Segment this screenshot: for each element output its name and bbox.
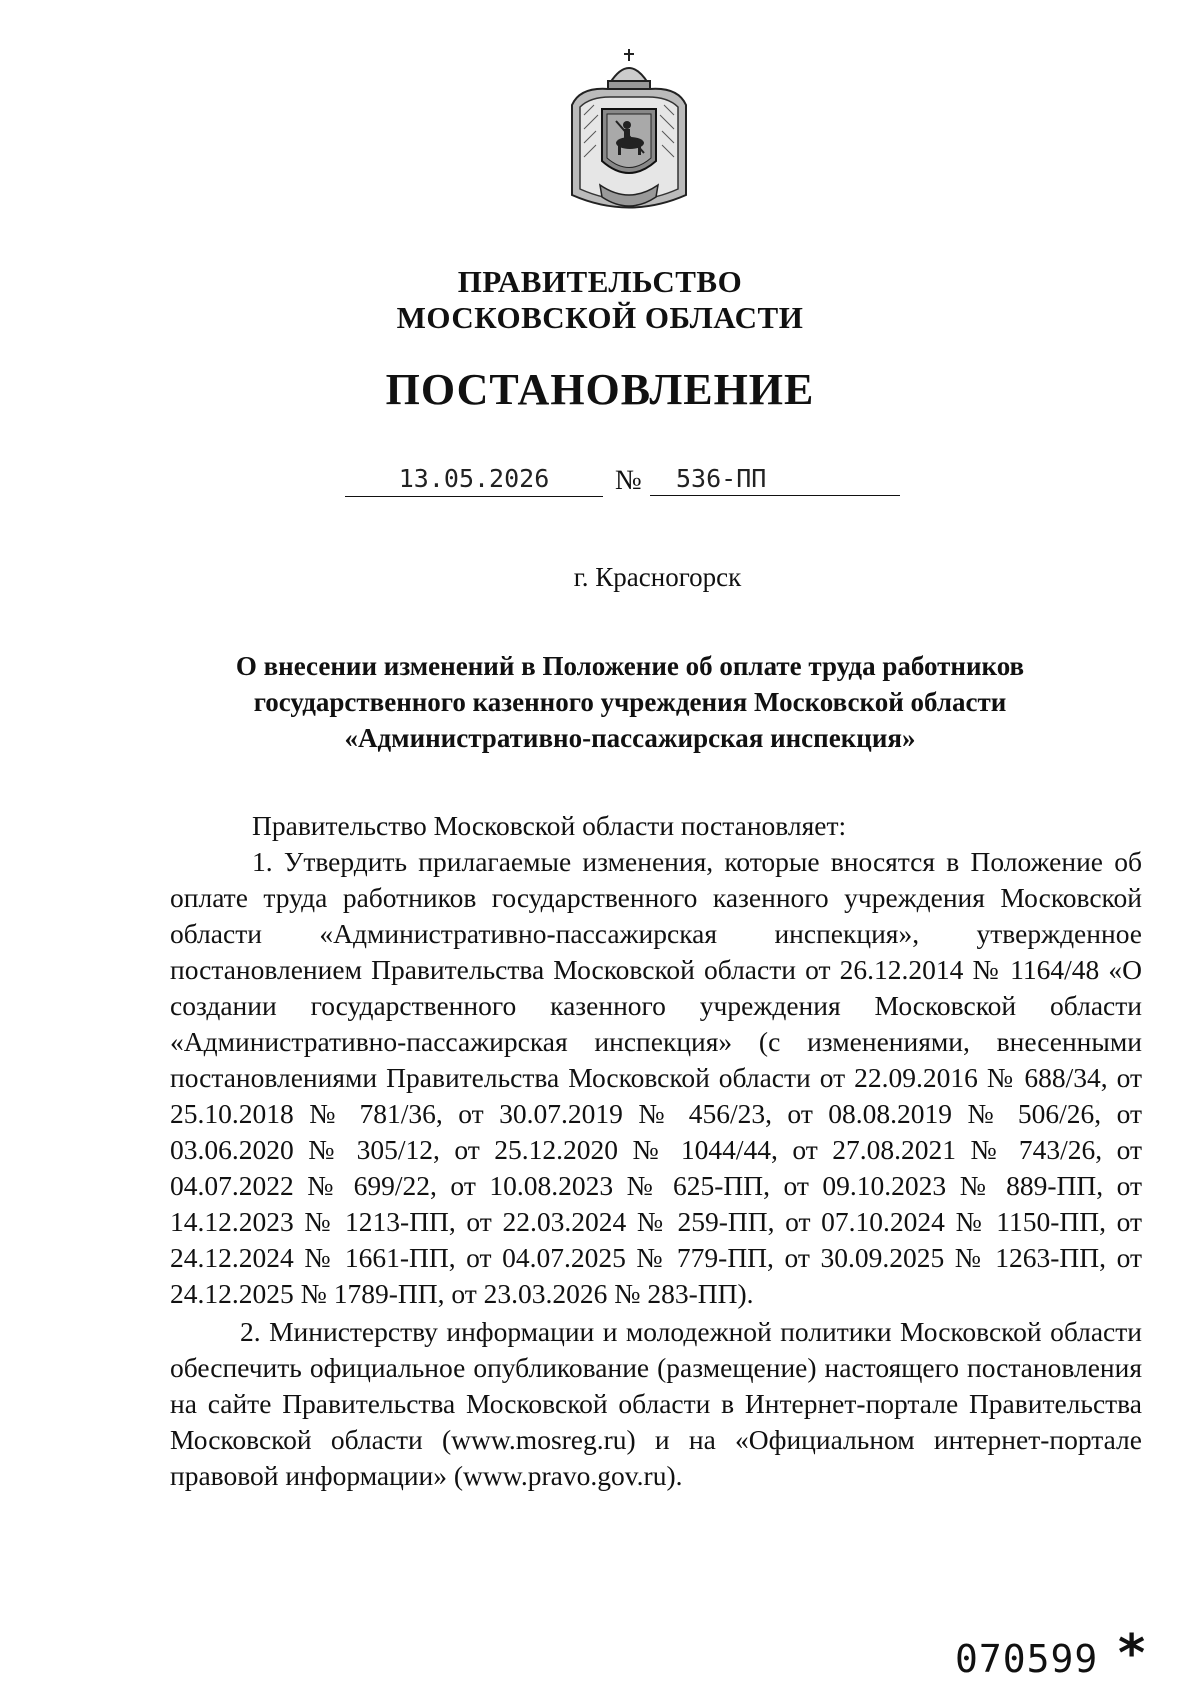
document-body xyxy=(170,808,1142,1494)
subject-line3: «Административно-пассажирская инспекция» xyxy=(344,723,916,753)
subject-line1: О внесении изменений в Положение об оплате труда работников xyxy=(235,651,1025,681)
body-intro: Правительство Московской области постановляет: xyxy=(252,810,847,841)
number-sign: № xyxy=(615,465,642,496)
government-title-line2: МОСКОВСКОЙ ОБЛАСТИ xyxy=(396,300,804,335)
coat-of-arms-icon xyxy=(560,45,698,220)
document-subject xyxy=(170,648,1090,756)
body-item-1: 1. Утвердить прилагаемые изменения, которые вносятся в Положение об оплате труда работников государственного казенного учреждения Московской области «Административно-пассажирская инспекция», утвержденное постановлением Правительства Московской области от 26.12.2014 № 1164/48 «О создании государственного казенного учреждения Московской области «Административно-пассажирская инспекция» (с изменениями, внесенными постановлениями Правительства Московской области от 22.09.2016 № 688/34, от 25.10.2018 № 781/36, от 30.07.2019 № 456/23, от 08.08.2019 № 506/26, от 03.06.2020 № 305/12, от 25.12.2020 № 1044/44, от 27.08.2021 № 743/26, от 04.07.2022 № 699/22, от 10.08.2023 № 625-ПП, от 09.10.2023 № 889-ПП, от 14.12.2023 № 1213-ПП, от 22.03.2024 № 259-ПП, от 07.10.2024 № 1150-ПП, от 24.12.2024 № 1661-ПП, от 04.07.2025 № 779-ПП, от 30.09.2025 № 1263-ПП, от 24.12.2025 № 1789-ПП, от 23.03.2026 № 283-ПП). xyxy=(170,846,1142,1309)
subject-line2: государственного казенного учреждения Московской области xyxy=(253,687,1007,717)
document-number: 536-ПП xyxy=(650,462,900,496)
serial-number: 070599 xyxy=(955,1637,1099,1681)
document-date: 13.05.2026 xyxy=(345,462,603,497)
government-title-line1: ПРАВИТЕЛЬСТВО xyxy=(457,264,743,299)
asterisk-mark: * xyxy=(1118,1624,1146,1684)
date-number-line xyxy=(345,462,905,502)
city-name: г. Красногорск xyxy=(573,562,742,592)
document-type-title: ПОСТАНОВЛЕНИЕ xyxy=(385,365,815,414)
body-item-2: 2. Министерству информации и молодежной политики Московской области обеспечить официальное опубликование (размещение) настоящего постановления на сайте Правительства Московской области в Интернет-портале Правительства Московской области (www.mosreg.ru) и на «Официальном интернет-портале правовой информации» (www.pravo.gov.ru). xyxy=(170,1316,1142,1491)
